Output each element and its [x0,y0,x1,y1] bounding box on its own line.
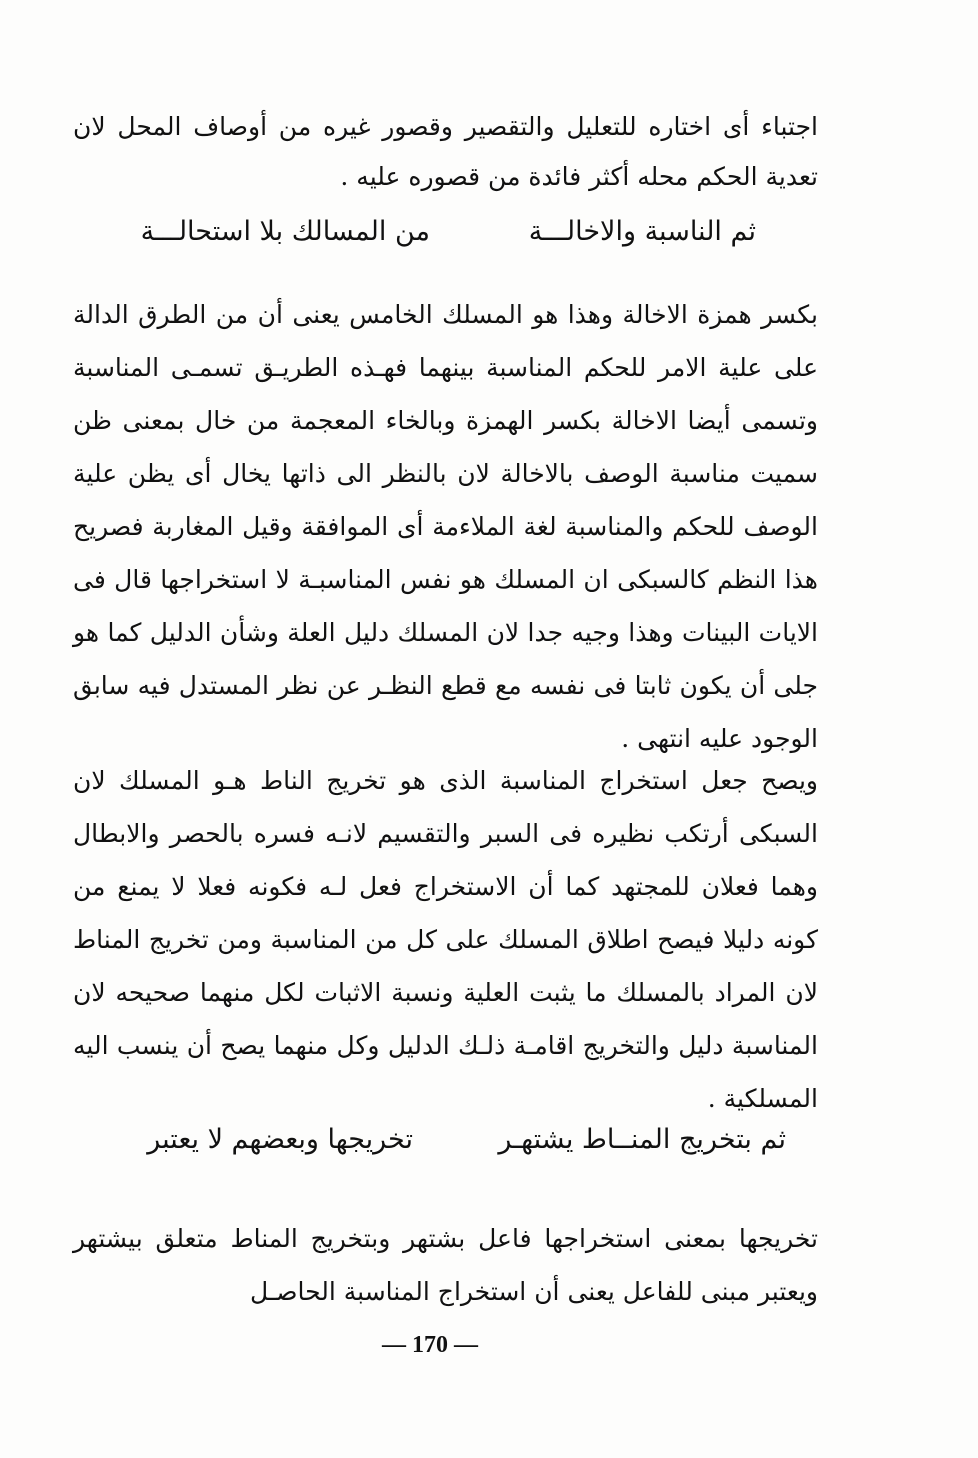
verse-line-1 [0,212,978,252]
verse-2-second-half: تخريجها وبعضهم لا يعتبر [147,1124,413,1155]
verse-2-first-half: ثم بتخريج المنــاط يشتهـر [498,1124,786,1155]
verse-1-first-half: ثم الناسبة والاخالـــة [528,216,756,247]
verse-1-second-half: من المسالك بلا استحالـــة [140,216,430,247]
verse-line-2 [0,1120,978,1160]
paragraph-2: بكسر همزة الاخالة وهذا هو المسلك الخامس يعنى أن من الطرق الدالة على علية الامر للحكم المناسبة بينهما فهـذه الطريـق تسمـى المناسبة وتسمى أيضا الاخالة بكسر الهمزة وبالخاء المعجمة من خال بمعنى ظن سميت مناسبة الوصف بالاخالة لان بالنظر الى ذاتها يخال أى يظن علية الوصف للحكم والمناسبة لغة الملاءمة أى الموافقة وقيل المغاربة فصريح هذا النظم كالسبكى ان المسلك هو نفس المناسبـة لا استخراجها قال فى الايات البينات وهذا وجيه جدا لان المسلك دليل العلة وشأن الدليل كما هو جلى أن يكون ثابتا فى نفسه مع قطع النظـر عن نظر المستدل فيه سابق الوجود عليه انتهى . [73,300,818,753]
page-number: — 170 — [382,1332,478,1358]
paragraph-1: اجتباء أى اختاره للتعليل والتقصير وقصور غيره من أوصاف المحل لان تعدية الحكم محله أكثر فائدة من قصوره عليه . [73,112,818,191]
paragraph-4: تخريجها بمعنى استخراجها فاعل بشتهر وبتخريج المناط متعلق بيشتهر ويعتبر مبنى للفاعل يعنى أن استخراج المناسبة الحاصـل [73,1224,818,1306]
paragraph-3: ويصح جعل استخراج المناسبة الذى هو تخريج الناط هـو المسلك لان السبكى أرتكب نظيره فى السبر والتقسيم لانـه فسره بالحصر والابطال وهما فعلان للمجتهد كما أن الاستخراج فعل لـه فكونه فعلا لا يمنع من كونه دليلا فيصح اطلاق المسلك على كل من المناسبة ومن تخريج المناط لان المراد بالمسلك ما يثبت العلية ونسبة الاثبات لكل منهما صحيحه لان المناسبة دليل والتخريج اقامـة ذلـك الدليل وكل منهما يصح أن ينسب اليه المسلكية . [73,766,818,1113]
